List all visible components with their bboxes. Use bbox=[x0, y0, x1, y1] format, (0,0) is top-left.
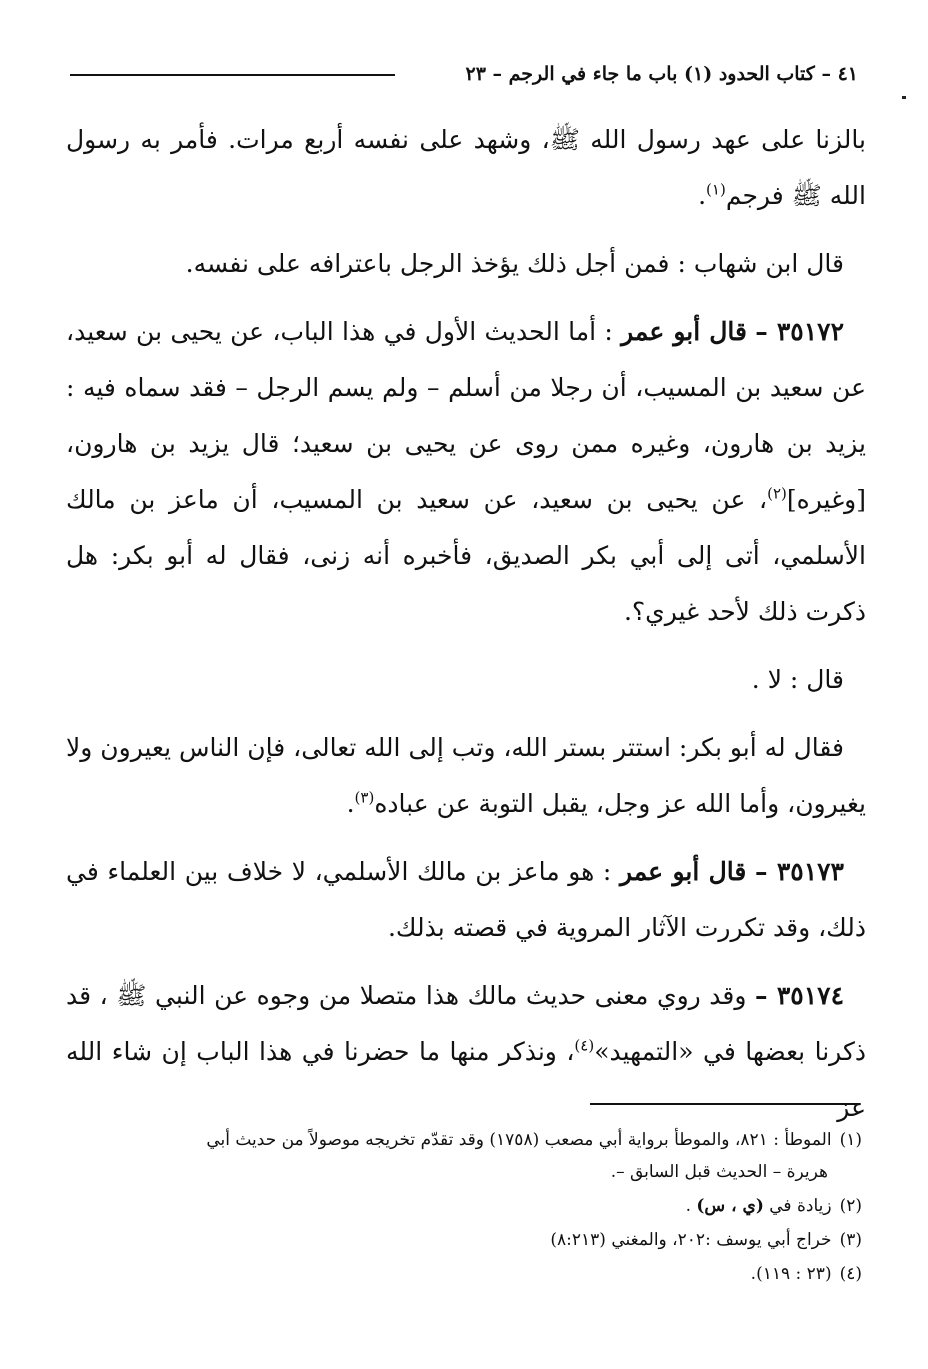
footnote-source: (ي ، س) bbox=[696, 1196, 764, 1216]
footnotes bbox=[66, 1124, 862, 1292]
footnote-ref[interactable]: (٢) bbox=[767, 484, 787, 503]
paragraph-number: ٣٥١٧٢ – bbox=[755, 317, 844, 346]
footnote-mark: (٤) bbox=[839, 1264, 862, 1284]
footnote-item bbox=[66, 1258, 862, 1290]
footnote-ref[interactable]: (٤) bbox=[574, 1036, 595, 1055]
paragraph-text: : أما الحديث الأول في هذا الباب، عن يحيى بن سعيد، عن سعيد بن المسيب، أن رجلا من أسلم – ولم يسم الرجل – فقد سماه فيه : يزيد بن هارون، وغيره ممن روى عن يحيى بن سعيد؛ قال يزيد بن هارون، [وغيره] bbox=[66, 317, 866, 514]
header-rule bbox=[70, 74, 395, 76]
paragraph bbox=[66, 720, 866, 832]
paragraph bbox=[66, 304, 866, 640]
paragraph-tail: ، عن يحيى بن سعيد، عن سعيد بن المسيب، أن ماعز بن مالك الأسلمي، أتى إلى أبي بكر الصديق، فأخبره أنه زنى، فقال له أبو بكر: هل ذكرت ذلك لأحد غيري؟. bbox=[66, 485, 866, 626]
paragraph-tail: ، ونذكر منها ما حضرنا في هذا الباب إن شاء الله عز bbox=[66, 1037, 866, 1122]
header-title: ٤١ – كتاب الحدود (١) باب ما جاء في الرجم – ٢٣ bbox=[465, 63, 858, 85]
footnote-text: الموطأ : ٨٢١، والموطأ برواية أبي مصعب (١٧٥٨) وقد تقدّم تخريجه موصولاً من حديث أبي bbox=[206, 1130, 832, 1150]
paragraph-text: قال ابن شهاب : فمن أجل ذلك يؤخذ الرجل باعترافه على نفسه. bbox=[185, 249, 844, 278]
margin-mark bbox=[902, 96, 906, 99]
running-header bbox=[70, 56, 858, 96]
paragraph-text: وقد روي معنى حديث مالك هذا متصلا من وجوه عن النبي ﷺ ، قد ذكرنا بعضها في «التمهيد» bbox=[66, 981, 866, 1066]
paragraph-tail: . bbox=[346, 789, 355, 818]
paragraph-tail: . bbox=[698, 181, 707, 210]
footnote-rule bbox=[590, 1103, 860, 1105]
footnote-item bbox=[66, 1190, 862, 1222]
paragraph-number: ٣٥١٧٣ – bbox=[754, 857, 844, 886]
footnote-tail: . bbox=[685, 1196, 697, 1216]
footnote-ref[interactable]: (١) bbox=[706, 180, 726, 199]
paragraph bbox=[66, 968, 866, 1136]
paragraph bbox=[66, 652, 866, 708]
paragraph bbox=[66, 236, 866, 292]
footnote-mark: (٣) bbox=[839, 1230, 862, 1250]
paragraph-text: فقال له أبو بكر: استتر بستر الله، وتب إلى الله تعالى، فإن الناس يعيرون ولا يغيرون، وأما الله عز وجل، يقبل التوبة عن عباده bbox=[66, 733, 866, 818]
paragraph-text: بالزنا على عهد رسول الله ﷺ، وشهد على نفسه أربع مرات. فأمر به رسول الله ﷺ فرجم bbox=[66, 125, 866, 210]
speaker-label: قال أبو عمر bbox=[619, 857, 747, 886]
paragraph-text: : هو ماعز بن مالك الأسلمي، لا خلاف بين العلماء في ذلك، وقد تكررت الآثار المروية في قصته بذلك. bbox=[66, 857, 866, 942]
paragraph bbox=[66, 844, 866, 956]
paragraph bbox=[66, 112, 866, 224]
footnote-continuation: هريرة – الحديث قبل السابق –. bbox=[610, 1162, 828, 1182]
main-text bbox=[66, 112, 866, 1148]
footnote-item bbox=[66, 1224, 862, 1256]
footnote-text: (٢٣ : ١١٩). bbox=[750, 1264, 832, 1284]
footnote-text: زيادة في bbox=[769, 1196, 832, 1216]
paragraph-number: ٣٥١٧٤ – bbox=[755, 981, 844, 1010]
footnote-text: خراج أبي يوسف :٢٠٢، والمغني (٨:٢١٣) bbox=[550, 1230, 832, 1250]
footnote-mark: (٢) bbox=[839, 1196, 862, 1216]
footnote-ref[interactable]: (٣) bbox=[354, 788, 375, 807]
footnote-mark: (١) bbox=[839, 1130, 862, 1150]
footnote-item bbox=[66, 1124, 862, 1188]
speaker-label: قال أبو عمر bbox=[621, 317, 747, 346]
paragraph-text: قال : لا . bbox=[751, 665, 844, 694]
